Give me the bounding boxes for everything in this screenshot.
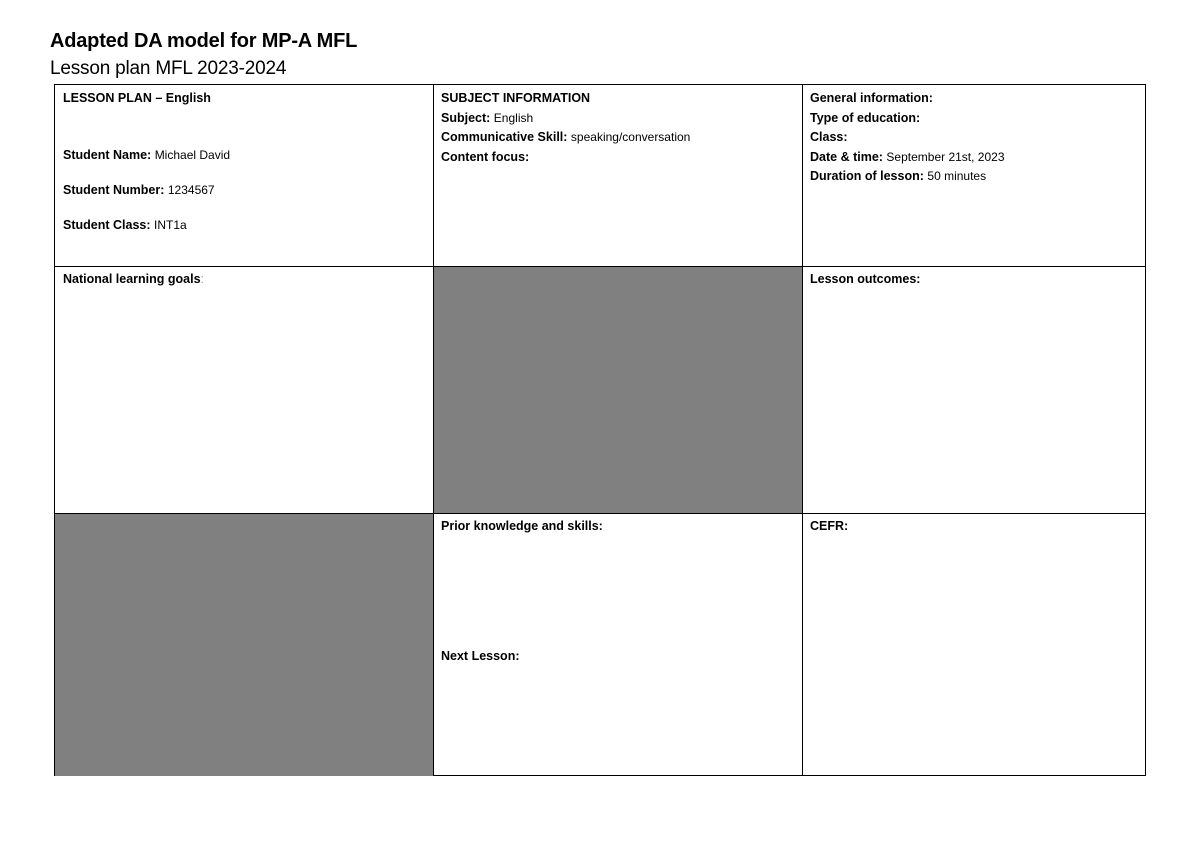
type-of-education-label: Type of education:	[810, 110, 921, 125]
cefr-label: CEFR:	[810, 519, 849, 533]
content-focus-label: Content focus:	[441, 149, 530, 164]
shaded-cell-bottom-left	[55, 513, 433, 776]
subject-information-cell	[433, 85, 803, 266]
national-learning-goals-colon: :	[200, 272, 205, 286]
student-class-value: INT1a	[154, 217, 187, 232]
subject-value: English	[493, 110, 534, 125]
date-time-value: September 21st, 2023	[886, 149, 1005, 164]
document-subtitle: Lesson plan MFL 2023-2024	[50, 58, 287, 79]
communicative-skill-row	[441, 128, 795, 148]
date-time-label: Date & time:	[810, 149, 883, 164]
national-learning-goals-label: National learning goals	[63, 272, 201, 286]
prior-knowledge-label: Prior knowledge and skills:	[441, 519, 603, 533]
shaded-cell-middle	[433, 266, 803, 513]
lesson-plan-cell	[55, 85, 433, 266]
document-title: Adapted DA model for MP-A MFL	[50, 30, 358, 52]
duration-row	[810, 167, 1138, 187]
general-information-header: General information:	[810, 91, 933, 105]
student-number-row	[63, 181, 425, 201]
subject-row	[441, 109, 795, 129]
general-information-cell	[802, 85, 1146, 266]
communicative-skill-value: speaking/conversation	[570, 130, 691, 144]
subject-information-header: SUBJECT INFORMATION	[441, 91, 591, 105]
lesson-plan-header: LESSON PLAN – English	[63, 91, 211, 105]
student-number-value: 1234567	[167, 183, 215, 197]
date-time-row	[810, 148, 1138, 168]
duration-value: 50 minutes	[927, 169, 987, 183]
communicative-skill-label: Communicative Skill:	[441, 130, 568, 144]
student-number-label: Student Number:	[63, 183, 165, 197]
prior-knowledge-cell	[433, 513, 803, 776]
student-class-label: Student Class:	[63, 217, 151, 232]
national-learning-goals-cell	[55, 266, 433, 513]
student-name-label: Student Name:	[63, 147, 152, 162]
national-learning-goals-heading	[63, 270, 425, 290]
lesson-outcomes-label: Lesson outcomes:	[810, 272, 921, 286]
cefr-cell	[802, 513, 1146, 776]
duration-label: Duration of lesson:	[810, 169, 924, 183]
student-name-row	[63, 146, 425, 166]
student-name-value: Michael David	[154, 147, 231, 162]
student-class-row	[63, 216, 425, 236]
next-lesson-label: Next Lesson:	[441, 648, 520, 663]
subject-label: Subject:	[441, 110, 491, 125]
lesson-outcomes-cell	[802, 266, 1146, 513]
class-label: Class:	[810, 130, 848, 144]
lesson-plan-table	[54, 84, 1146, 776]
